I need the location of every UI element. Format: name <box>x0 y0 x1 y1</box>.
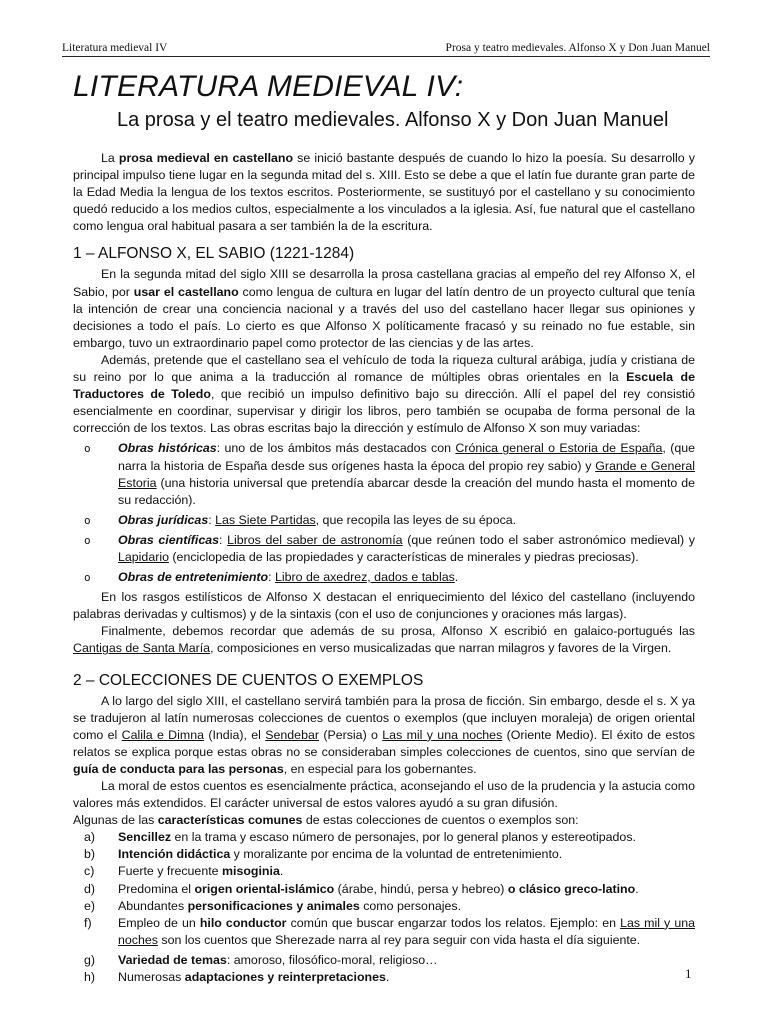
works-list-item: o Obras científicas: Libros del saber de astronomía (que reúnen todo el saber astronómico medieval) y Lapidario (enciclopedia de las propiedades y características de minerales y piedras preciosas). <box>84 532 695 564</box>
characteristics-list-item: c) Fuerte y frecuente misoginia. <box>84 864 284 879</box>
works-list-item: o Obras de entretenimiento: Libro de axedrez, dados e tablas. <box>84 570 459 585</box>
document-body <box>73 150 695 986</box>
section-2-paragraph-3: Algunas de las características comunes de estas colecciones de cuentos o exemplos son: <box>73 813 579 828</box>
works-list <box>73 440 695 586</box>
intro-paragraph: La prosa medieval en castellano se inició bastante después de cuando lo hizo la poesía. Su desarrollo y principal impulso tiene lugar en la segunda mitad del s. XIII. Esto se debe a que el latín fue durante gran parte de la Edad Media la lengua de los textos escritos. Posteriormente, se sustituyó por el castellano y su conocimiento quedó reducido a los medios cultos, especialmente a los vinculados a la iglesia. Así, fue natural que el castellano como lengua oral habitual pasara a ser también la de la escritura. <box>73 151 696 234</box>
document-title: LITERATURA MEDIEVAL IV: <box>73 70 464 103</box>
section-1-paragraph-1: En la segunda mitad del siglo XIII se desarrolla la prosa castellana gracias al empeño del rey Alfonso X, el Sabio, por usar el castellano como lengua de cultura en lugar del latín dentro de un proyecto cultural que tenía la intención de crear una conciencia nacional y a través del uso del castellano hacer llegar sus opiniones y decisiones a todo el país. Lo cierto es que Alfonso X políticamente fracasó y su reinado no fue estable, sin embargo, tuvo un extraordinario papel como protector de las ciencias y de las artes. <box>73 267 695 350</box>
section-1-paragraph-2: Además, pretende que el castellano sea el vehículo de toda la riqueza cultural arábiga, judía y cristiana de su reino por lo que anima a la traducción al romance de múltiples obras orientales en la Escuela de Traductores de Toledo, que recibió un impulso definitivo bajo su dirección. Allí el papel del rey consistió esencialmente en coordinar, supervisar y dirigir los libros, pero también se ocupaba de forma personal de la corrección de los textos. Las obras escritas bajo la dirección y estímulo de Alfonso X son muy variadas: <box>73 352 695 436</box>
page-number: 1 <box>685 966 692 981</box>
characteristics-list-item: g) Variedad de temas: amoroso, filosófico-moral, religioso… <box>84 952 438 967</box>
document-subtitle: La prosa y el teatro medievales. Alfonso X y Don Juan Manuel <box>117 109 669 131</box>
works-list-item: o Obras jurídicas: Las Siete Partidas, que recopila las leyes de su época. <box>84 512 517 527</box>
characteristics-list-item: f) Empleo de un hilo conductor común que buscar engarzar todos los relatos. Ejemplo: en Las mil y una noches son los cuentos que Sherezade narra al rey para seguir con vida hasta el día siguiente. <box>84 915 695 947</box>
section-1-paragraph-3: En los rasgos estilísticos de Alfonso X destacan el enriquecimiento del léxico del castellano (incluyendo palabras derivadas y cultismos) y de la sintaxis (con el uso de conjunciones y oraciones más largas). <box>73 590 695 622</box>
characteristics-list-item: b) Intención didáctica y moralizante por encima de la voluntad de entretenimiento. <box>84 847 563 862</box>
running-header <box>62 42 710 57</box>
header-left: Literatura medieval IV <box>62 42 168 54</box>
works-list-item: o Obras históricas: uno de los ámbitos más destacados con Crónica general o Estoria de España, (que narra la historia de España desde sus orígenes hasta la época del propio rey sabio) y Grande e General Estoria (una historia universal que pretendía abarcar desde la creación del mundo hasta el momento de su redacción). <box>84 441 695 507</box>
characteristics-list-item: e) Abundantes personificaciones y animales como personajes. <box>84 898 462 913</box>
characteristics-list-item: d) Predomina el origen oriental-islámico (árabe, hindú, persa y hebreo) o clásico greco-latino. <box>84 881 639 896</box>
section-1-heading: 1 – ALFONSO X, EL SABIO (1221-1284) <box>73 245 355 263</box>
section-2-heading: 2 – COLECCIONES DE CUENTOS O EXEMPLOS <box>73 671 424 689</box>
section-1-paragraph-4: Finalmente, debemos recordar que además de su prosa, Alfonso X escribió en galaico-portugués las Cantigas de Santa María, composiciones en verso musicalizadas que narran milagros y favores de la Virgen. <box>73 624 695 656</box>
characteristics-list-item: a) Sencillez en la trama y escaso número de personajes, por lo general planos y estereotipados. <box>84 830 636 845</box>
characteristics-list <box>73 829 695 986</box>
section-2-paragraph-2: La moral de estos cuentos es esencialmente práctica, aconsejando el uso de la prudencia y la astucia como valores más extendidos. El carácter universal de estos valores ayudó a su gran difusión. <box>73 779 695 811</box>
section-2-paragraph-1: A lo largo del siglo XIII, el castellano servirá también para la prosa de ficción. Sin embargo, desde el s. X ya se tradujeron al latín numerosas colecciones de cuentos o exemplos (que incluyen moraleja) de origen oriental como el Calila e Dimna (India), el Sendebar (Persia) o Las mil y una noches (Oriente Medio). El éxito de estos relatos se explica porque estas obras no se consideraban simples colecciones de cuentos, sino que servían de guía de conducta para las personas, en especial para los gobernantes. <box>73 693 695 776</box>
header-right: Prosa y teatro medievales. Alfonso X y Don Juan Manuel <box>445 42 710 54</box>
characteristics-list-item: h) Numerosas adaptaciones y reinterpretaciones. <box>84 970 390 985</box>
